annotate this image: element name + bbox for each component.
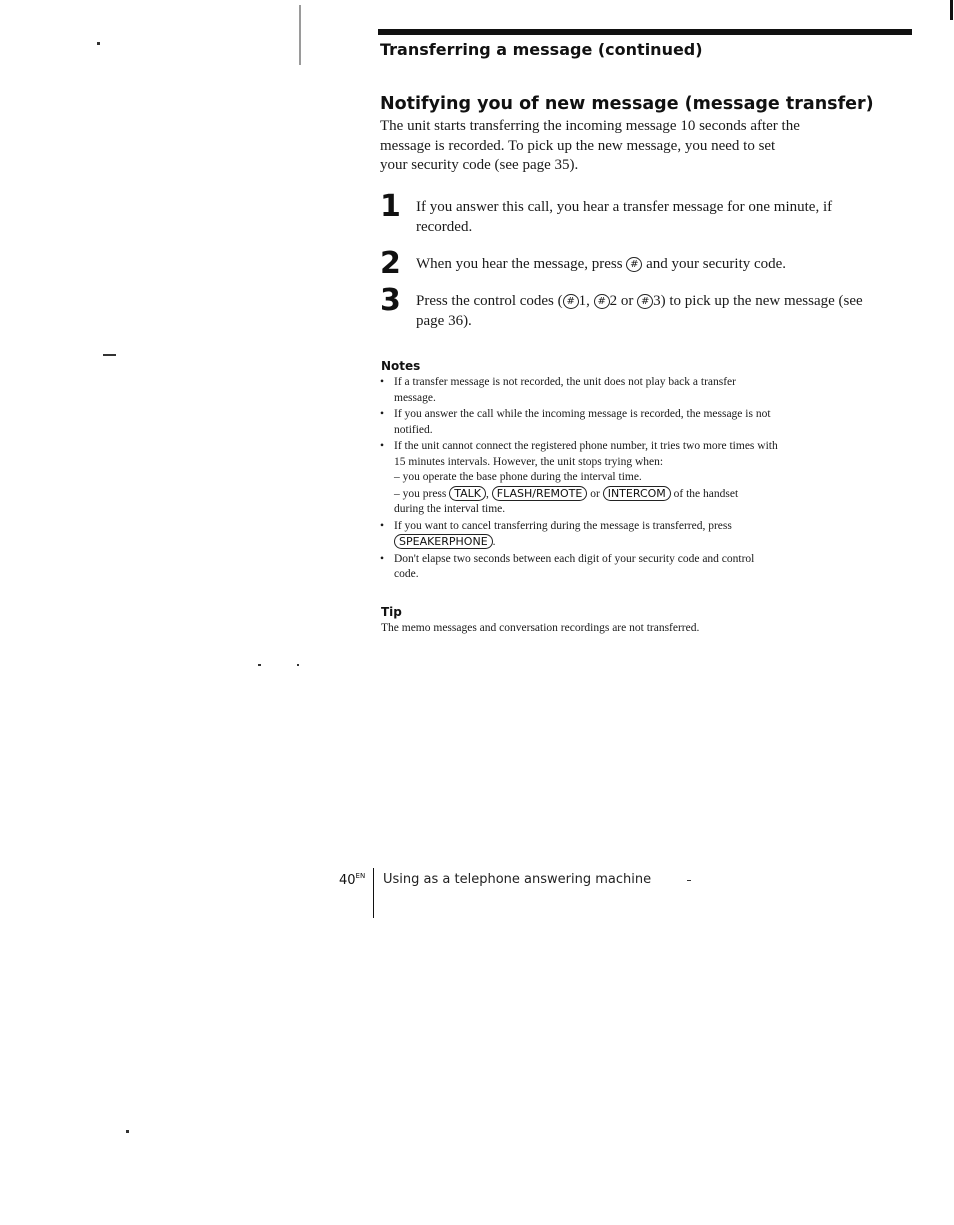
bullet-icon: •	[380, 376, 385, 388]
step-text: Press the control codes ( # 1, # 2 or # 3) to pick up the new message (see page 36).	[416, 293, 863, 329]
step-number: 1	[380, 189, 401, 224]
bullet-icon: •	[380, 519, 385, 532]
edge-mark	[950, 0, 953, 20]
speakerphone-key: SPEAKERPHONE	[394, 534, 493, 549]
intro-paragraph	[380, 117, 850, 176]
intro-line: The unit starts transferring the incoming message 10 seconds after the	[380, 118, 800, 134]
intro-line: message is recorded. To pick up the new message, you need to set	[380, 137, 776, 154]
footer-section: Using as a telephone answering machine	[383, 872, 652, 887]
intro-line: your security code (see page 35).	[380, 157, 579, 173]
notes-heading: Notes	[381, 359, 421, 373]
scan-speck	[103, 354, 116, 356]
page-suffix: EN	[355, 872, 366, 880]
step-number: 3	[380, 283, 401, 318]
scan-speck	[97, 42, 100, 45]
list-item: • If you answer the call while the incoming message is recorded, the message is not notified.	[380, 408, 771, 436]
intercom-key: INTERCOM	[603, 486, 671, 501]
scan-speck	[299, 5, 301, 65]
hash-key-icon: #	[637, 294, 653, 309]
list-item: • If you want to cancel transferring during the message is transferred, press SPEAKERPHONE .	[380, 519, 732, 548]
step-text: If you answer this call, you hear a transfer message for one minute, if recorded.	[416, 199, 833, 235]
page-number: $40^{EN}$	[339, 872, 366, 888]
bullet-icon: •	[380, 408, 385, 420]
tip-heading: Tip	[381, 605, 402, 619]
hash-key-icon: #	[626, 257, 642, 272]
talk-key: TALK	[449, 486, 486, 501]
hash-key-icon: #	[563, 294, 579, 309]
notes-list	[380, 375, 830, 584]
list-item: • Don't elapse two seconds between each digit of your security code and control code.	[380, 552, 755, 580]
step-number: 2	[380, 246, 401, 281]
list-item: • If the unit cannot connect the registered phone number, it tries two more times with 15 minutes intervals. However, the unit stops trying when: – you operate the base phone during the interval time. – you press TALK , FLASH/REMOTE or INTERCOM of the handset during the interval time.	[380, 439, 830, 518]
top-rule	[378, 29, 912, 35]
footer-divider	[373, 868, 374, 918]
list-item: • If a transfer message is not recorded, the unit does not play back a transfer message.	[380, 376, 736, 404]
sub-item: – you operate the base phone during the interval time.	[394, 471, 642, 483]
bullet-icon: •	[380, 552, 385, 565]
step-text: When you hear the message, press # and your security code.	[416, 256, 787, 272]
sub-item: during the interval time.	[394, 503, 506, 515]
section-header: Transferring a message (continued)	[380, 40, 703, 59]
tip-text: The memo messages and conversation recordings are not transferred.	[381, 622, 700, 634]
scan-speck	[687, 880, 691, 881]
scan-speck	[126, 1130, 129, 1133]
scan-speck	[258, 664, 261, 666]
hash-key-icon: #	[594, 294, 610, 309]
sub-item: – you press TALK , FLASH/REMOTE or INTERCOM of the handset	[394, 486, 739, 500]
bullet-icon: •	[380, 440, 385, 452]
scan-speck	[297, 664, 299, 666]
page-title: Notifying you of new message (message transfer)	[380, 94, 874, 114]
flash-remote-key: FLASH/REMOTE	[492, 486, 588, 501]
